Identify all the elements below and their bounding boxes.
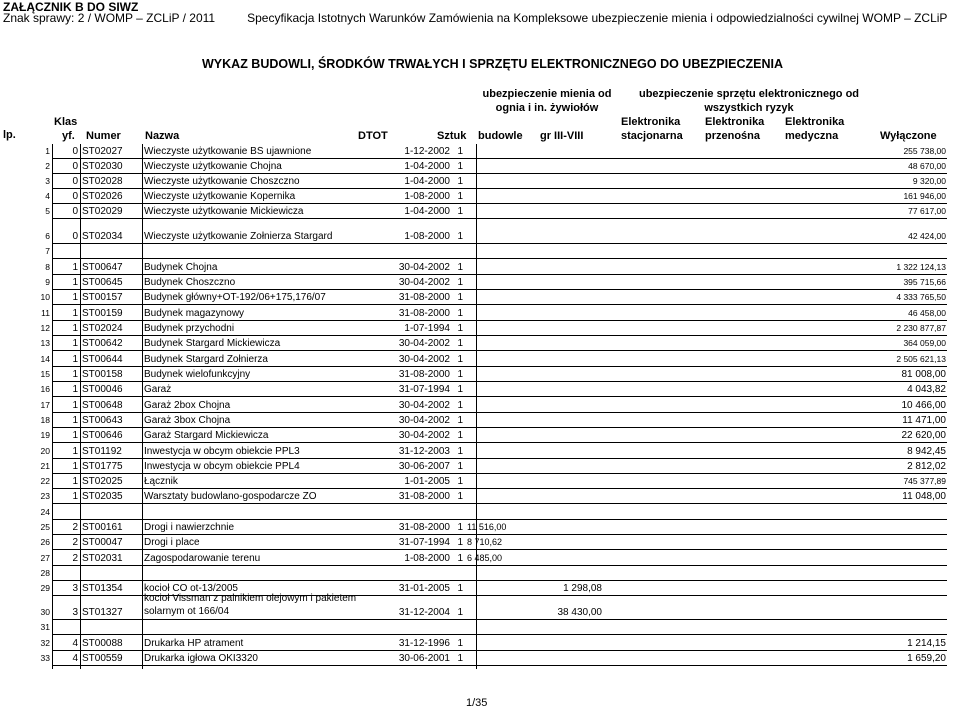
cell-sztuk: 1 <box>457 638 463 649</box>
cell-nazwa: Garaż <box>144 384 172 395</box>
cell-klas: 4 <box>72 653 78 664</box>
cell-klas: 4 <box>72 638 78 649</box>
row-lp: 8 <box>45 262 50 272</box>
row-lp: 22 <box>40 476 50 486</box>
cell-numer: ST02026 <box>82 191 123 202</box>
cell-nazwa: Wieczyste użytkowanie Mickiewicza <box>144 206 304 217</box>
cell-wylaczone: 395 715,66 <box>903 277 946 287</box>
table-row <box>52 412 947 428</box>
cell-klas: 1 <box>72 400 78 411</box>
row-lp: 10 <box>40 292 50 302</box>
row-lp: 3 <box>45 176 50 186</box>
cell-wylaczone: 77 617,00 <box>908 206 946 216</box>
cell-wylaczone: 4 333 765,50 <box>896 292 946 302</box>
cell-klas: 2 <box>72 522 78 533</box>
cell-sztuk: 1 <box>457 369 463 380</box>
cell-wylaczone: 48 670,00 <box>908 161 946 171</box>
col-wylaczone: Wyłączone <box>880 130 937 142</box>
table-row <box>52 258 947 275</box>
cell-numer: ST02027 <box>82 146 123 157</box>
cell-sztuk: 1 <box>457 176 463 187</box>
cell-budowle <box>465 664 527 665</box>
col-gr: gr III-VIII <box>540 130 584 142</box>
cell-st <box>605 664 689 665</box>
cell-dtot: 30-04-2002 <box>398 430 450 441</box>
cell-numer: ST02031 <box>82 553 123 564</box>
cell-dtot: 31-12-1996 <box>398 638 450 649</box>
row-lp: 17 <box>40 400 50 410</box>
cell-sztuk: 1 <box>457 607 463 618</box>
row-lp: 5 <box>45 206 50 216</box>
cell-wylaczone: 364 059,00 <box>903 338 946 348</box>
row-lp: 9 <box>45 277 50 287</box>
cell-klas: 0 <box>72 161 78 172</box>
cell-klas: 1 <box>72 262 78 273</box>
cell-gr <box>527 664 605 665</box>
page-title: WYKAZ BUDOWLI, ŚRODKÓW TRWAŁYCH I SPRZĘTU ELEKTRONICZNEGO DO UBEZPIECZENIA <box>202 57 784 71</box>
row-lp: 6 <box>45 231 50 241</box>
cell-sztuk: 1 <box>457 461 463 472</box>
row-lp: 12 <box>40 323 50 333</box>
cell-nazwa: Łącznik <box>144 476 178 487</box>
cell-nazwa: Budynek Stargard Mickiewicza <box>144 338 281 349</box>
cell-dtot: 1-12-2002 <box>404 146 450 157</box>
cell-numer: ST00642 <box>82 338 123 349</box>
group-header-fire: ubezpieczenie mienia od ognia i in. żywiołów <box>482 88 612 114</box>
cell-numer: ST00645 <box>82 277 123 288</box>
table-row <box>52 595 947 620</box>
cell-nazwa: Budynek Stargard Żołnierza <box>144 354 268 365</box>
cell-gr: 1 298,08 <box>563 583 602 594</box>
table-row <box>52 619 947 635</box>
table-row <box>52 173 947 189</box>
cell-klas: 1 <box>72 292 78 303</box>
cell-sztuk: 1 <box>457 231 463 242</box>
cell-klas: 0 <box>72 191 78 202</box>
cell-klas: 1 <box>72 384 78 395</box>
row-lp: 25 <box>40 522 50 532</box>
cell-wylaczone: 10 466,00 <box>901 400 946 411</box>
cell-dtot: 31-12-2003 <box>398 446 450 457</box>
cell-sztuk: 1 <box>457 446 463 457</box>
table-row <box>52 320 947 336</box>
cell-klas: 1 <box>72 338 78 349</box>
cell-klas: 1 <box>72 446 78 457</box>
cell-sztuk: 1 <box>457 476 463 487</box>
col-nazwa: Nazwa <box>145 130 180 142</box>
row-lp: 18 <box>40 415 50 425</box>
cell-sztuk: 1 <box>457 308 463 319</box>
col-stacjonarna-b: stacjonarna <box>621 130 683 142</box>
cell-wylaczone: 1 214,15 <box>907 638 946 649</box>
table-row <box>52 203 947 219</box>
table-row <box>52 634 947 651</box>
table-row <box>52 350 947 367</box>
cell-klas: 1 <box>72 323 78 334</box>
cell-sztuk: 1 <box>457 400 463 411</box>
cell-klas: 1 <box>72 369 78 380</box>
table-row <box>52 289 947 305</box>
table-row <box>52 650 947 666</box>
cell-numer: ST01354 <box>82 583 123 594</box>
cell-dtot: 31-07-1994 <box>398 537 450 548</box>
col-numer: Numer <box>86 130 121 142</box>
cell-dtot: 1-04-2000 <box>404 161 450 172</box>
cell-klas: 3 <box>72 583 78 594</box>
cell-nazwa: Wieczyste użytkowanie Chojna <box>144 161 282 172</box>
cell-sztuk: 1 <box>457 206 463 217</box>
row-lp: 19 <box>40 430 50 440</box>
cell-sztuk: 1 <box>457 146 463 157</box>
attachment-label: ZAŁĄCZNIK B DO SIWZ <box>3 0 139 14</box>
cell-klas: 1 <box>72 277 78 288</box>
cell-wylaczone: 46 458,00 <box>908 308 946 318</box>
cell-dtot: 1-08-2000 <box>404 553 450 564</box>
cell-nazwa: Inwestycja w obcym obiekcie PPL3 <box>144 446 300 457</box>
document-header: Znak sprawy: 2 / WOMP – ZCLiP / 2011 Specyfikacja Istotnych Warunków Zamówienia na Kompleksowe ubezpieczenie mienia i odpowiedzialności cywilnej WOMP – ZCLiP <box>3 11 948 25</box>
table-row <box>52 503 947 520</box>
cell-dtot: 1-01-2005 <box>404 476 450 487</box>
cell-nazwa: Budynek główny+OT-192/06+175,176/07 <box>144 292 326 303</box>
row-lp: 21 <box>40 461 50 471</box>
cell-nazwa: Drukarka igłowa OKI3320 <box>144 653 258 664</box>
cell-sztuk: 1 <box>457 384 463 395</box>
row-lp: 30 <box>40 607 50 617</box>
cell-numer: ST02028 <box>82 176 123 187</box>
cell-sztuk: 1 <box>457 354 463 365</box>
cell-sztuk: 1 <box>457 430 463 441</box>
col-dtot: DTOT <box>358 130 388 142</box>
cell-dtot: 30-06-2001 <box>398 653 450 664</box>
cell-sztuk: 1 <box>457 262 463 273</box>
cell-wylaczone: 2 230 877,87 <box>896 323 946 333</box>
table-row <box>52 366 947 382</box>
table-row <box>52 144 947 159</box>
col-klas-a: Klas <box>54 116 78 128</box>
table-row <box>52 549 947 566</box>
cell-dtot: 30-04-2002 <box>398 338 450 349</box>
table-row <box>52 442 947 459</box>
cell-nazwa: Garaż Stargard Mickiewicza <box>144 430 269 441</box>
cell-numer: ST00158 <box>82 369 123 380</box>
cell-dtot: 1-04-2000 <box>404 206 450 217</box>
cell-klas: 2 <box>72 537 78 548</box>
cell-nazwa: Budynek przychodni <box>144 323 235 334</box>
col-przenosna-b: przenośna <box>705 130 761 142</box>
cell-dtot: 30-04-2002 <box>398 277 450 288</box>
cell-nazwa: Wieczyste użytkowanie Żołnierza Stargard <box>144 231 333 242</box>
cell-wylaczone: 9 320,00 <box>912 176 946 186</box>
cell-nazwa: kocioł CO ot-13/2005 <box>144 583 238 594</box>
table-row <box>52 381 947 397</box>
col-sztuk: Sztuk <box>437 130 467 142</box>
cell-dtot: 31-08-2000 <box>398 491 450 502</box>
organization-2: ZCLiP <box>914 11 948 25</box>
row-lp: 4 <box>45 191 50 201</box>
cell-numer: ST00157 <box>82 292 123 303</box>
cell-wylaczone: 255 738,00 <box>903 146 946 156</box>
cell-budowle: 8 710,62 <box>467 537 503 547</box>
cell-numer: ST02035 <box>82 491 123 502</box>
cell-sztuk: 1 <box>457 277 463 288</box>
organization: ZCLiP / 2011 <box>146 11 216 25</box>
row-lp: 26 <box>40 537 50 547</box>
cell-dtot: 31-08-2000 <box>398 369 450 380</box>
cell-me <box>769 664 849 665</box>
cell-sztuk: 1 <box>457 415 463 426</box>
cell-nazwa: Wieczyste użytkowanie Kopernika <box>144 191 296 202</box>
cell-wylaczone: 161 946,00 <box>903 191 946 201</box>
cell-budowle: 6 485,00 <box>467 553 503 563</box>
row-lp: 23 <box>40 491 50 501</box>
row-lp: 29 <box>40 583 50 593</box>
cell-klas: 1 <box>72 415 78 426</box>
cell-dtot: 31-08-2000 <box>398 308 450 319</box>
table-row <box>52 218 947 244</box>
cell-wylaczone: 42 424,00 <box>908 231 946 241</box>
cell-budowle: 11 516,00 <box>467 522 507 532</box>
table-row <box>52 304 947 321</box>
cell-dtot: 1-07-1994 <box>404 323 450 334</box>
table-row <box>52 488 947 504</box>
cell-sztuk: 1 <box>457 292 463 303</box>
cell-klas: 2 <box>72 553 78 564</box>
cell-dtot: 31-12-2004 <box>398 607 450 618</box>
table-row <box>52 243 947 259</box>
cell-nazwa: Wieczyste użytkowanie Choszczno <box>144 176 300 187</box>
cell-dtot: 31-08-2000 <box>398 292 450 303</box>
col-lp: lp. <box>3 129 16 141</box>
cell-wylaczone: 11 471,00 <box>902 415 946 426</box>
cell-pr <box>689 664 769 665</box>
cell-wylaczone: 81 008,00 <box>901 369 946 380</box>
cell-nazwa: Garaż 2box Chojna <box>144 400 231 411</box>
table-row <box>52 335 947 351</box>
row-lp: 13 <box>40 338 50 348</box>
cell-sztuk: 1 <box>457 491 463 502</box>
cell-klas: 0 <box>72 231 78 242</box>
cell-nazwa: Warsztaty budowlano-gospodarcze ZO <box>144 491 317 502</box>
cell-sztuk: 1 <box>457 653 463 664</box>
cell-dtot: 31-07-1994 <box>398 384 450 395</box>
cell-klas: 3 <box>72 607 78 618</box>
cell-numer: ST01192 <box>82 446 122 457</box>
table-row <box>52 188 947 204</box>
cell-nazwa: Drukarka HP atrament <box>144 638 244 649</box>
row-lp: 32 <box>40 638 50 648</box>
cell-sztuk: 1 <box>457 161 463 172</box>
col-klas-b: yf. <box>62 130 75 142</box>
cell-nazwa: kocioł Vissman z palnikiem olejowym i pakietem solarnym ot 166/04 <box>144 593 357 617</box>
col-przenosna-a: Elektronika <box>705 116 765 128</box>
cell-numer: ST00046 <box>82 384 123 395</box>
cell-sztuk: 1 <box>457 323 463 334</box>
cell-wylaczone: 22 620,00 <box>901 430 946 441</box>
row-lp: 27 <box>40 553 50 563</box>
row-lp: 7 <box>45 246 50 256</box>
cell-numer: ST02025 <box>82 476 123 487</box>
cell-numer: ST00088 <box>82 638 123 649</box>
cell-numer: ST02030 <box>82 161 123 172</box>
cell-dtot: 1-08-2000 <box>404 231 450 242</box>
cell-sztuk: 1 <box>457 191 463 202</box>
cell-nazwa: Budynek Chojna <box>144 262 218 273</box>
cell-sztuk: 1 <box>457 583 463 594</box>
cell-wylaczone: 11 048,00 <box>902 491 946 502</box>
cell-numer: ST01775 <box>82 461 123 472</box>
cell-klas: 1 <box>72 476 78 487</box>
cell-klas: 0 <box>72 146 78 157</box>
specification-title: Specyfikacja Istotnych Warunków Zamówienia na Kompleksowe ubezpieczenie mienia i odpowiedzialności cywilnej WOMP <box>247 11 901 25</box>
cell-nazwa: Drogi i place <box>144 537 200 548</box>
table-row <box>52 396 947 413</box>
row-lp: 33 <box>40 653 50 663</box>
col-medyczna-b: medyczna <box>785 130 839 142</box>
cell-nazwa: Budynek wielofunkcyjny <box>144 369 251 380</box>
cell-dtot: 30-04-2002 <box>398 354 450 365</box>
table-row <box>52 274 947 290</box>
cell-dtot: 30-04-2002 <box>398 400 450 411</box>
cell-sztuk: 1 <box>457 338 463 349</box>
cell-sztuk: 1 <box>457 522 463 533</box>
cell-dtot: 30-04-2002 <box>398 415 450 426</box>
cell-numer: ST00559 <box>82 653 123 664</box>
cell-nazwa: Garaż 3box Chojna <box>144 415 231 426</box>
cell-wylaczone: 1 659,20 <box>907 653 946 664</box>
table-row <box>52 158 947 174</box>
cell-klas: 0 <box>72 176 78 187</box>
cell-dtot: 1-08-2000 <box>404 191 450 202</box>
cell-numer: ST02024 <box>82 323 123 334</box>
cell-numer: ST00047 <box>82 537 123 548</box>
cell-nazwa: Drogi i nawierzchnie <box>144 522 235 533</box>
cell-numer: ST00644 <box>82 354 123 365</box>
group-header-electronics: ubezpieczenie sprzętu elektronicznego od wszystkich ryzyk <box>638 88 860 114</box>
table-row <box>52 565 947 581</box>
cell-sztuk: 1 <box>457 537 463 548</box>
cell-sztuk: 1 <box>457 553 463 564</box>
row-lp: 24 <box>40 507 50 517</box>
col-stacjonarna-a: Elektronika <box>621 116 681 128</box>
cell-numer: ST00646 <box>82 430 123 441</box>
cell-numer: ST00161 <box>82 522 123 533</box>
cell-wylaczone: 1 322 124,13 <box>896 262 946 272</box>
cell-dtot: 31-01-2005 <box>398 583 450 594</box>
cell-gr: 38 430,00 <box>557 607 602 618</box>
table-row <box>52 519 947 535</box>
cell-klas: 1 <box>72 461 78 472</box>
cell-numer: ST00648 <box>82 400 123 411</box>
row-lp: 20 <box>40 446 50 456</box>
cell-wylaczone: 2 812,02 <box>907 461 946 472</box>
cell-wylaczone: 745 377,89 <box>903 476 946 486</box>
row-lp: 15 <box>40 369 50 379</box>
cell-wylaczone: 8 942,45 <box>907 446 946 457</box>
cell-klas: 1 <box>72 354 78 365</box>
cell-klas: 1 <box>72 491 78 502</box>
cell-numer: ST02029 <box>82 206 123 217</box>
cell-wylaczone: 4 043,82 <box>907 384 946 395</box>
cell-numer: ST01327 <box>82 607 123 618</box>
table-row <box>52 458 947 474</box>
row-lp: 16 <box>40 384 50 394</box>
row-lp: 31 <box>40 622 50 632</box>
cell-dtot: 1-04-2000 <box>404 176 450 187</box>
cell-numer: ST00159 <box>82 308 123 319</box>
cell-nazwa: Budynek magazynowy <box>144 308 245 319</box>
table-row <box>52 427 947 443</box>
cell-dtot: 30-04-2002 <box>398 262 450 273</box>
cell-klas: 1 <box>72 430 78 441</box>
col-budowle: budowle <box>478 130 523 142</box>
cell-nazwa: Budynek Choszczno <box>144 277 236 288</box>
cell-nazwa: Inwestycja w obcym obiekcie PPL4 <box>144 461 300 472</box>
cell-numer: ST00647 <box>82 262 123 273</box>
case-number: Znak sprawy: 2 / WOMP <box>3 11 133 25</box>
row-lp: 11 <box>41 308 50 318</box>
cell-klas: 0 <box>72 206 78 217</box>
cell-nazwa: Zagospodarowanie terenu <box>144 553 261 564</box>
cell-wylaczone: 2 505 621,13 <box>896 354 946 364</box>
row-lp: 14 <box>40 354 50 364</box>
row-lp: 2 <box>45 161 50 171</box>
cell-nazwa: Wieczyste użytkowanie BŚ ujawnione <box>144 146 312 157</box>
cell-klas: 1 <box>72 308 78 319</box>
table-row <box>52 534 947 550</box>
page-number: 1/35 <box>466 697 488 709</box>
table-row <box>52 473 947 489</box>
row-lp: 1 <box>45 146 50 156</box>
cell-numer: ST02034 <box>82 231 123 242</box>
cell-numer: ST00643 <box>82 415 123 426</box>
cell-dtot: 30-06-2007 <box>398 461 450 472</box>
row-lp: 28 <box>40 568 50 578</box>
col-medyczna-a: Elektronika <box>785 116 845 128</box>
cell-dtot: 31-08-2000 <box>398 522 450 533</box>
